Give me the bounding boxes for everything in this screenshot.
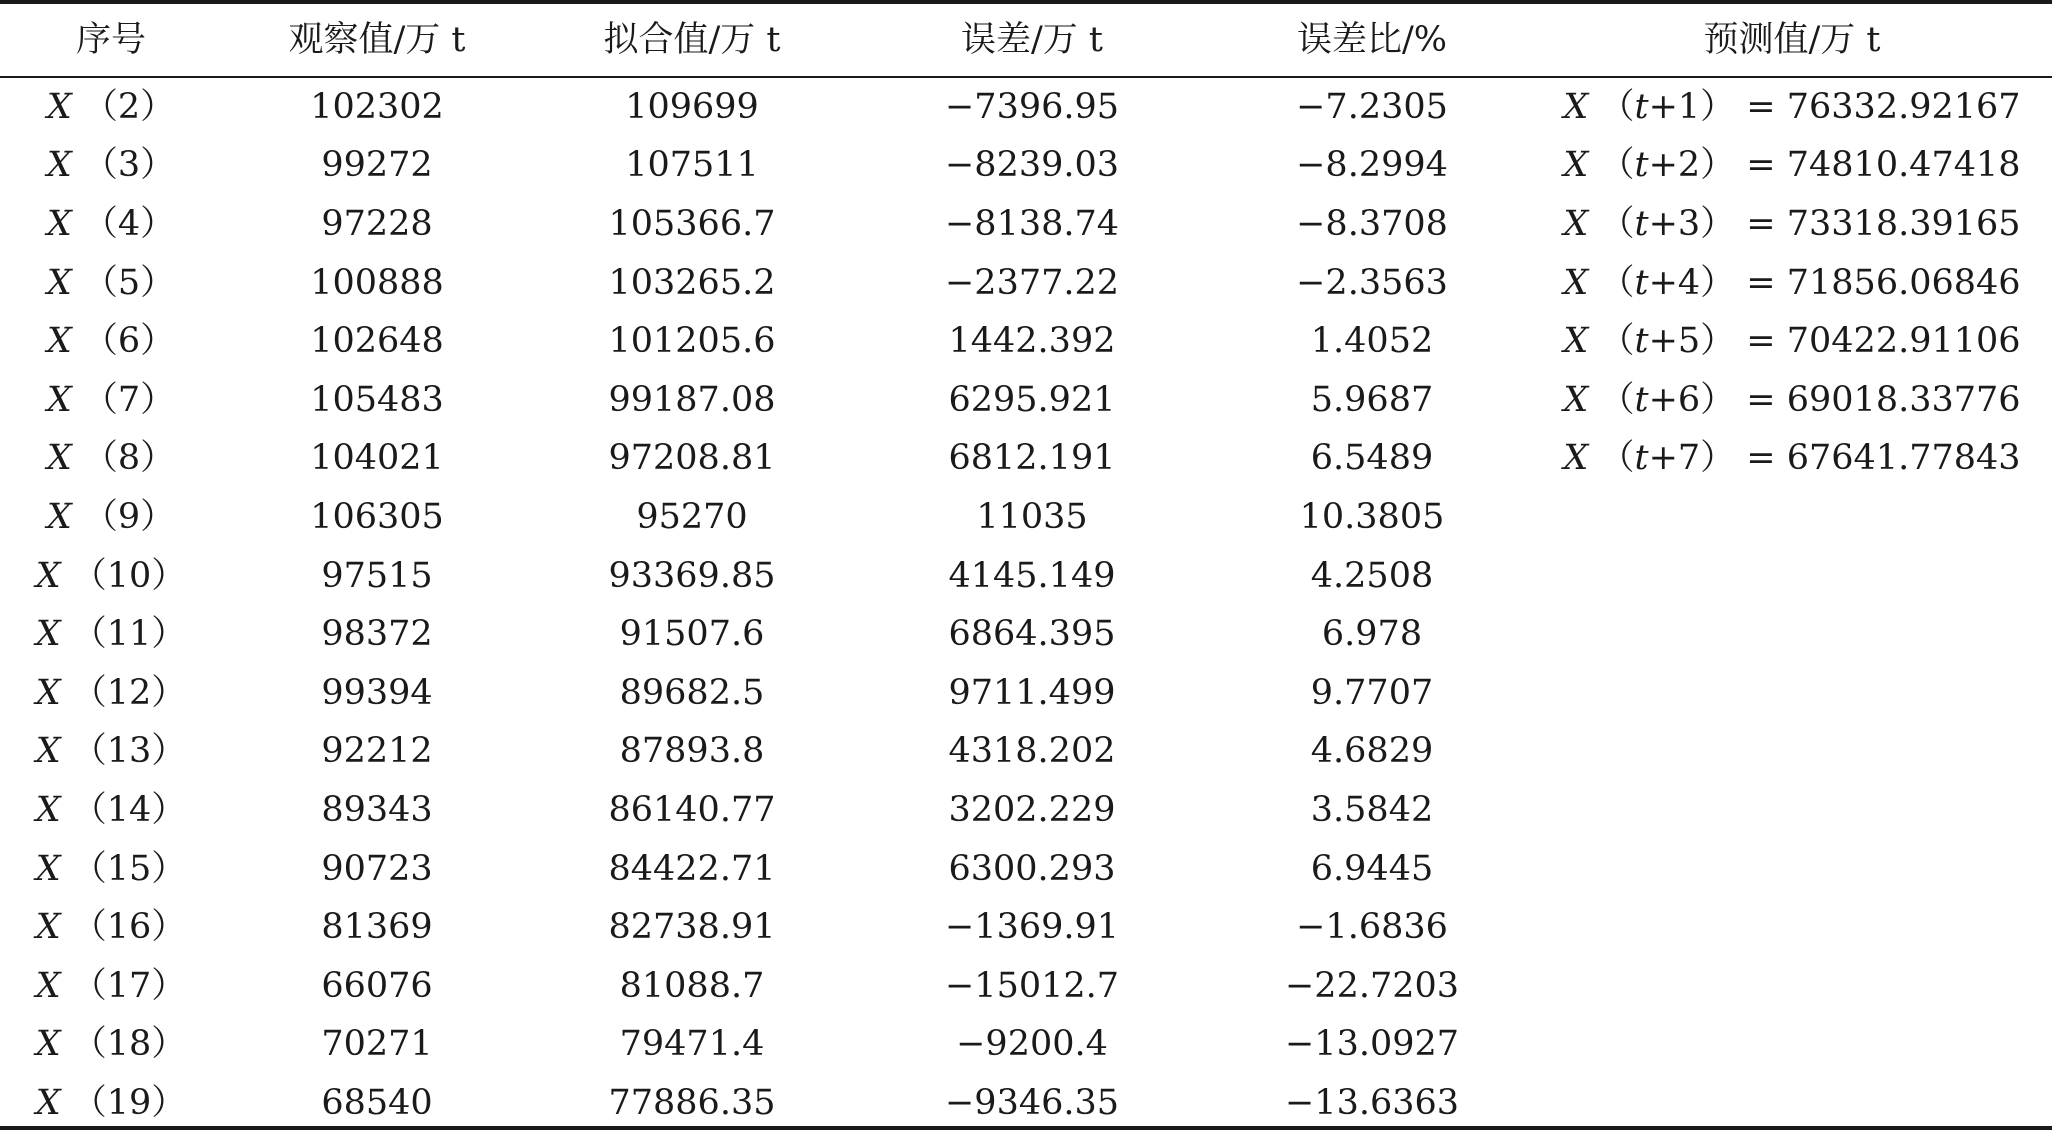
index-number: 12 — [106, 672, 152, 713]
index-number: 13 — [106, 731, 152, 772]
cell-index — [0, 555, 222, 596]
cell-error-ratio: 6.978 — [1321, 614, 1423, 655]
table-row — [0, 605, 2052, 664]
cell-observed: 99394 — [321, 672, 433, 713]
cell-error-ratio: −22.7203 — [1284, 965, 1460, 1006]
variable-x: X — [46, 438, 72, 479]
paren-close: ） — [151, 555, 187, 596]
cell-error-ratio: 3.5842 — [1310, 789, 1434, 830]
cell-observed: 105483 — [310, 379, 444, 420]
cell-error-ratio: 4.6829 — [1310, 731, 1434, 772]
cell-fitted: 109699 — [625, 86, 759, 127]
index-number: 9 — [117, 496, 141, 537]
cell-error: −7396.95 — [944, 86, 1120, 127]
cell-fitted: 81088.7 — [619, 965, 765, 1006]
cell-fitted: 93369.85 — [608, 555, 776, 596]
paren-open: （ — [60, 731, 107, 772]
paren-close-equals: ） = — [1700, 86, 1787, 127]
variable-x: X — [46, 379, 72, 420]
variable-t: t — [1634, 438, 1649, 479]
paren-close: ） — [140, 145, 176, 186]
cell-error-ratio: −8.3708 — [1296, 203, 1448, 244]
header-error: 误差/万 t — [961, 19, 1103, 60]
prediction-value: 74810.47418 — [1786, 145, 2021, 186]
paren-close-equals: ） = — [1700, 262, 1787, 303]
header-fitted: 拟合值/万 t — [603, 19, 781, 60]
cell-index — [0, 321, 222, 362]
cell-observed: 106305 — [310, 496, 444, 537]
index-number: 10 — [106, 555, 152, 596]
index-number: 8 — [117, 438, 141, 479]
paren-open: （ — [71, 86, 118, 127]
paren-open: （ — [60, 1082, 107, 1123]
cell-fitted: 86140.77 — [608, 789, 776, 830]
paren-open: （ — [60, 848, 107, 889]
cell-error-ratio: −13.0927 — [1284, 1024, 1460, 1065]
index-number: 4 — [117, 203, 141, 244]
index-number: 15 — [106, 848, 152, 889]
cell-fitted: 89682.5 — [619, 672, 765, 713]
header-prediction: 预测值/万 t — [1703, 19, 1881, 60]
cell-observed: 92212 — [321, 731, 433, 772]
prediction-value: 76332.92167 — [1786, 86, 2021, 127]
prediction-step: +6 — [1648, 379, 1701, 420]
cell-error: 1442.392 — [948, 321, 1116, 362]
cell-index — [0, 907, 222, 948]
paren-close: ） — [151, 672, 187, 713]
cell-error-ratio: −8.2994 — [1296, 145, 1448, 186]
cell-fitted: 107511 — [625, 145, 759, 186]
prediction-step: +5 — [1648, 321, 1701, 362]
variable-t: t — [1634, 321, 1649, 362]
cell-fitted: 91507.6 — [619, 614, 765, 655]
paren-open: （ — [71, 262, 118, 303]
cell-error-ratio: 6.5489 — [1310, 438, 1434, 479]
paren-close: ） — [140, 379, 176, 420]
variable-t: t — [1634, 262, 1649, 303]
table-row — [0, 1074, 2052, 1133]
cell-observed: 68540 — [321, 1082, 433, 1123]
variable-x: X — [46, 145, 72, 186]
cell-index — [0, 262, 222, 303]
variable-x: X — [46, 262, 72, 303]
cell-error: 6295.921 — [948, 379, 1116, 420]
variable-x: X — [35, 672, 61, 713]
paren-open: （ — [60, 672, 107, 713]
table-body — [0, 78, 2052, 1133]
table-bottom-rule — [0, 1126, 2052, 1130]
paren-open: （ — [1588, 145, 1635, 186]
cell-index — [0, 496, 222, 537]
cell-fitted: 105366.7 — [608, 203, 776, 244]
paren-close-equals: ） = — [1700, 203, 1787, 244]
cell-error-ratio: 5.9687 — [1310, 379, 1434, 420]
variable-x: X — [35, 965, 61, 1006]
paren-close: ） — [151, 1082, 187, 1123]
paren-open: （ — [1588, 379, 1635, 420]
cell-error-ratio: −13.6363 — [1284, 1082, 1460, 1123]
variable-x: X — [35, 731, 61, 772]
table-row — [0, 137, 2052, 196]
cell-error-ratio: −7.2305 — [1296, 86, 1448, 127]
paren-open: （ — [60, 555, 107, 596]
cell-error: −15012.7 — [944, 965, 1120, 1006]
cell-error: 11035 — [976, 496, 1088, 537]
prediction-value: 67641.77843 — [1786, 438, 2021, 479]
cell-prediction — [1532, 438, 2052, 479]
cell-fitted: 99187.08 — [608, 379, 776, 420]
paren-open: （ — [60, 614, 107, 655]
prediction-step: +2 — [1648, 145, 1701, 186]
cell-error: 9711.499 — [948, 672, 1116, 713]
variable-x: X — [46, 496, 72, 537]
cell-error: 6864.395 — [948, 614, 1116, 655]
variable-x: X — [1563, 438, 1589, 479]
table-row — [0, 312, 2052, 371]
variable-x: X — [1563, 145, 1589, 186]
variable-x: X — [35, 848, 61, 889]
variable-x: X — [1563, 86, 1589, 127]
index-number: 18 — [106, 1024, 152, 1065]
variable-x: X — [1563, 262, 1589, 303]
cell-error-ratio: −1.6836 — [1296, 907, 1448, 948]
paren-close: ） — [140, 262, 176, 303]
cell-error: 6812.191 — [948, 438, 1116, 479]
cell-index — [0, 848, 222, 889]
variable-x: X — [35, 614, 61, 655]
prediction-value: 70422.91106 — [1786, 321, 2021, 362]
variable-x: X — [1563, 203, 1589, 244]
cell-error-ratio: 10.3805 — [1299, 496, 1445, 537]
table-row — [0, 488, 2052, 547]
cell-fitted: 95270 — [636, 496, 748, 537]
cell-error-ratio: −2.3563 — [1296, 262, 1448, 303]
cell-observed: 98372 — [321, 614, 433, 655]
cell-observed: 97228 — [321, 203, 433, 244]
header-index: 序号 — [75, 19, 146, 60]
paren-open: （ — [1588, 203, 1635, 244]
paren-open: （ — [60, 907, 107, 948]
cell-index — [0, 86, 222, 127]
cell-fitted: 101205.6 — [608, 321, 776, 362]
cell-index — [0, 145, 222, 186]
variable-t: t — [1634, 379, 1649, 420]
cell-error: −8239.03 — [944, 145, 1120, 186]
variable-x: X — [1563, 321, 1589, 362]
index-number: 2 — [117, 86, 141, 127]
cell-index — [0, 672, 222, 713]
variable-x: X — [35, 555, 61, 596]
variable-x: X — [35, 1082, 61, 1123]
cell-error: 3202.229 — [948, 789, 1116, 830]
variable-t: t — [1634, 203, 1649, 244]
variable-x: X — [46, 321, 72, 362]
header-error-ratio: 误差比/% — [1296, 19, 1448, 60]
prediction-step: +1 — [1648, 86, 1701, 127]
cell-observed: 81369 — [321, 907, 433, 948]
index-number: 19 — [106, 1082, 152, 1123]
cell-observed: 70271 — [321, 1024, 433, 1065]
cell-index — [0, 379, 222, 420]
index-number: 17 — [106, 965, 152, 1006]
table-row — [0, 371, 2052, 430]
table-row — [0, 1016, 2052, 1075]
paren-open: （ — [1588, 321, 1635, 362]
paren-close-equals: ） = — [1700, 145, 1787, 186]
variable-x: X — [46, 203, 72, 244]
table-row — [0, 723, 2052, 782]
cell-observed: 102648 — [310, 321, 444, 362]
paren-close: ） — [151, 614, 187, 655]
cell-error: −8138.74 — [944, 203, 1120, 244]
paren-close: ） — [140, 86, 176, 127]
cell-index — [0, 789, 222, 830]
index-number: 6 — [117, 321, 141, 362]
variable-t: t — [1634, 145, 1649, 186]
cell-observed: 90723 — [321, 848, 433, 889]
paren-close: ） — [151, 907, 187, 948]
cell-error: −2377.22 — [944, 262, 1120, 303]
paren-open: （ — [1588, 86, 1635, 127]
paren-open: （ — [60, 965, 107, 1006]
cell-error-ratio: 1.4052 — [1310, 321, 1434, 362]
index-number: 14 — [106, 789, 152, 830]
paren-close-equals: ） = — [1700, 379, 1787, 420]
cell-fitted: 84422.71 — [608, 848, 776, 889]
cell-prediction — [1532, 379, 2052, 420]
table-row — [0, 781, 2052, 840]
table-row — [0, 195, 2052, 254]
paren-close: ） — [151, 731, 187, 772]
cell-prediction — [1532, 262, 2052, 303]
cell-observed: 100888 — [310, 262, 444, 303]
paren-open: （ — [71, 203, 118, 244]
paren-close: ） — [151, 789, 187, 830]
cell-fitted: 103265.2 — [608, 262, 776, 303]
cell-prediction — [1532, 145, 2052, 186]
cell-error-ratio: 9.7707 — [1310, 672, 1434, 713]
cell-observed: 104021 — [310, 438, 444, 479]
paren-close: ） — [140, 321, 176, 362]
cell-error: −1369.91 — [944, 907, 1120, 948]
prediction-value: 69018.33776 — [1786, 379, 2021, 420]
cell-observed: 99272 — [321, 145, 433, 186]
variable-t: t — [1634, 86, 1649, 127]
paren-close: ） — [140, 496, 176, 537]
index-number: 16 — [106, 907, 152, 948]
paren-open: （ — [71, 438, 118, 479]
table-row — [0, 547, 2052, 606]
cell-index — [0, 1082, 222, 1123]
index-number: 5 — [117, 262, 141, 303]
cell-index — [0, 438, 222, 479]
cell-error-ratio: 6.9445 — [1310, 848, 1434, 889]
table-row — [0, 254, 2052, 313]
index-number: 3 — [117, 145, 141, 186]
paren-close-equals: ） = — [1700, 438, 1787, 479]
table-row — [0, 430, 2052, 489]
paren-open: （ — [71, 145, 118, 186]
cell-index — [0, 965, 222, 1006]
paren-close-equals: ） = — [1700, 321, 1787, 362]
cell-observed: 89343 — [321, 789, 433, 830]
cell-index — [0, 1024, 222, 1065]
table-row — [0, 898, 2052, 957]
paren-open: （ — [71, 321, 118, 362]
paren-open: （ — [1588, 262, 1635, 303]
prediction-step: +3 — [1648, 203, 1701, 244]
cell-prediction — [1532, 86, 2052, 127]
cell-error: 4318.202 — [948, 731, 1116, 772]
table-row — [0, 664, 2052, 723]
index-number: 11 — [106, 614, 152, 655]
paren-close: ） — [151, 1024, 187, 1065]
cell-fitted: 77886.35 — [608, 1082, 776, 1123]
prediction-value: 73318.39165 — [1786, 203, 2021, 244]
cell-index — [0, 731, 222, 772]
prediction-value: 71856.06846 — [1786, 262, 2021, 303]
paren-open: （ — [71, 379, 118, 420]
paren-close: ） — [140, 438, 176, 479]
paren-close: ） — [140, 203, 176, 244]
variable-x: X — [35, 789, 61, 830]
table-header-row — [0, 4, 2052, 76]
cell-observed: 97515 — [321, 555, 433, 596]
cell-fitted: 82738.91 — [608, 907, 776, 948]
paren-close: ） — [151, 965, 187, 1006]
cell-observed: 102302 — [310, 86, 444, 127]
variable-x: X — [1563, 379, 1589, 420]
cell-error: 4145.149 — [948, 555, 1116, 596]
cell-fitted: 79471.4 — [619, 1024, 765, 1065]
cell-fitted: 87893.8 — [619, 731, 765, 772]
variable-x: X — [46, 86, 72, 127]
paren-open: （ — [60, 789, 107, 830]
prediction-step: +7 — [1648, 438, 1701, 479]
table-row — [0, 840, 2052, 899]
paren-open: （ — [71, 496, 118, 537]
cell-fitted: 97208.81 — [608, 438, 776, 479]
variable-x: X — [35, 1024, 61, 1065]
header-observed: 观察值/万 t — [288, 19, 466, 60]
cell-observed: 66076 — [321, 965, 433, 1006]
cell-error: 6300.293 — [948, 848, 1116, 889]
paren-open: （ — [60, 1024, 107, 1065]
cell-error: −9200.4 — [956, 1024, 1108, 1065]
paren-open: （ — [1588, 438, 1635, 479]
paren-close: ） — [151, 848, 187, 889]
table-row — [0, 957, 2052, 1016]
cell-prediction — [1532, 321, 2052, 362]
table-row — [0, 78, 2052, 137]
cell-error-ratio: 4.2508 — [1310, 555, 1434, 596]
cell-index — [0, 203, 222, 244]
variable-x: X — [35, 907, 61, 948]
cell-error: −9346.35 — [944, 1082, 1120, 1123]
cell-index — [0, 614, 222, 655]
index-number: 7 — [117, 379, 141, 420]
cell-prediction — [1532, 203, 2052, 244]
prediction-step: +4 — [1648, 262, 1701, 303]
